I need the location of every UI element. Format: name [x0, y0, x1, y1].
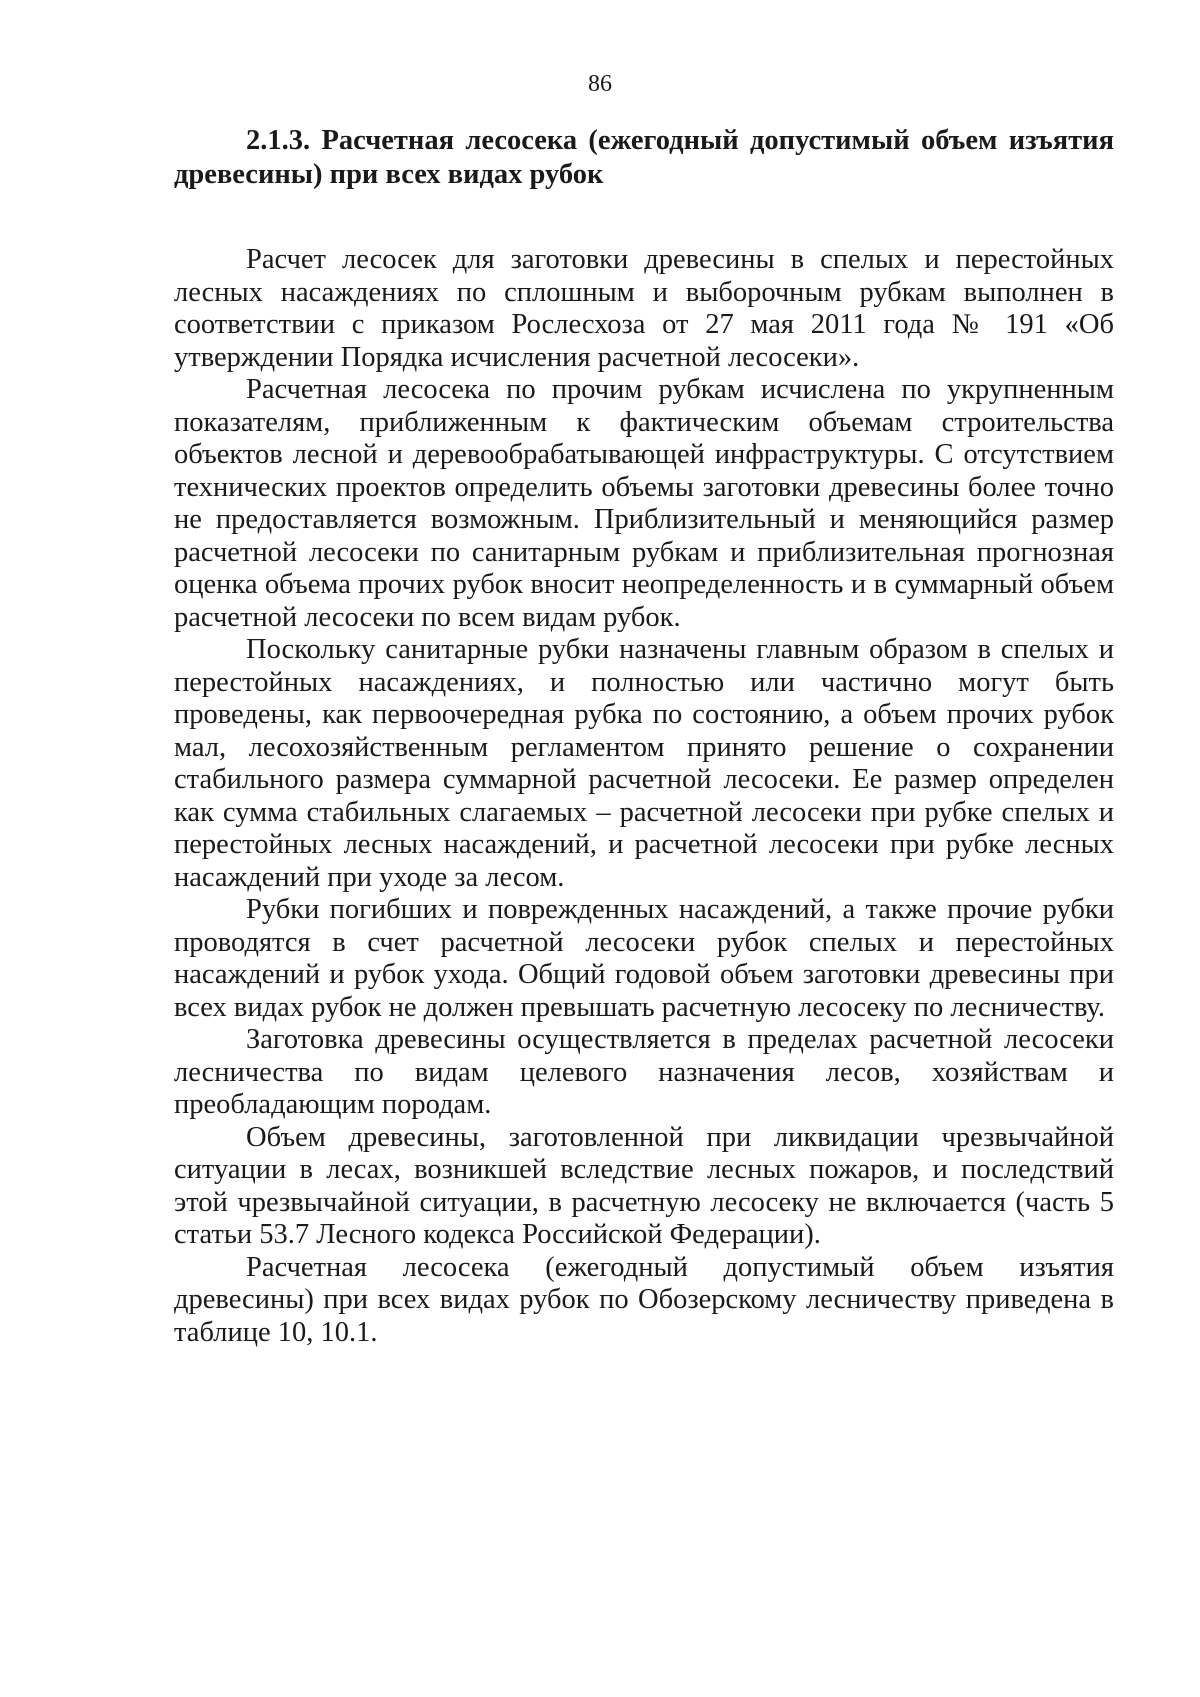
paragraph: Расчетная лесосека по прочим рубкам исчислена по укрупненным показателям, приближенным к фактическим объемам строительства объектов лесной и деревообрабатывающей инфраструктуры. С отсутствием технических проектов определить объемы заготовки древесины более точно не предоставляется возможным. Приблизительный и меняющийся размер расчетной лесосеки по санитарным рубкам и приблизительная прогнозная оценка объема прочих рубок вносит неопределенность и в суммарный объем расчетной лесосеки по всем видам рубок.: [174, 374, 1114, 633]
paragraph: Объем древесины, заготовленной при ликвидации чрезвычайной ситуации в лесах, возникшей вследствие лесных пожаров, и последствий этой чрезвычайной ситуации, в расчетную лесосеку не включается (часть 5 статьи 53.7 Лесного кодекса Российской Федерации).: [174, 1121, 1114, 1250]
page-number: 86: [588, 71, 612, 97]
paragraph: Расчетная лесосека (ежегодный допустимый объем изъятия древесины) при всех видах рубок по Обозерскому лесничеству приведена в таблице 10, 10.1.: [174, 1251, 1114, 1348]
paragraph: Заготовка древесины осуществляется в пределах расчетной лесосеки лесничества по видам целевого назначения лесов, хозяйствам и преобладающим породам.: [174, 1024, 1114, 1120]
body-text: [174, 244, 1114, 1349]
paragraph: Поскольку санитарные рубки назначены главным образом в спелых и перестойных насаждениях, и полностью или частично могут быть проведены, как первоочередная рубка по состоянию, а объем прочих рубок мал, лесохозяйственным регламентом принято решение о сохранении стабильного размера суммарной расчетной лесосеки. Ее размер определен как сумма стабильных слагаемых – расчетной лесосеки при рубке спелых и перестойных лесных насаждений, и расчетной лесосеки при рубке лесных насаждений при уходе за лесом.: [174, 634, 1114, 893]
page-content: [174, 124, 1114, 1349]
paragraph: Расчет лесосек для заготовки древесины в спелых и перестойных лесных насаждениях по сплошным и выборочным рубкам выполнен в соответствии с приказом Рослесхоза от 27 мая 2011 года № 191 «Об утверждении Порядка исчисления расчетной лесосеки».: [174, 244, 1114, 373]
section-heading: 2.1.3. Расчетная лесосека (ежегодный допустимый объем изъятия древесины) при всех видах рубок: [174, 125, 1114, 190]
paragraph: Рубки погибших и поврежденных насаждений, а также прочие рубки проводятся в счет расчетной лесосеки рубок спелых и перестойных насаждений и рубок ухода. Общий годовой объем заготовки древесины при всех видах рубок не должен превышать расчетную лесосеку по лесничеству.: [174, 894, 1114, 1023]
